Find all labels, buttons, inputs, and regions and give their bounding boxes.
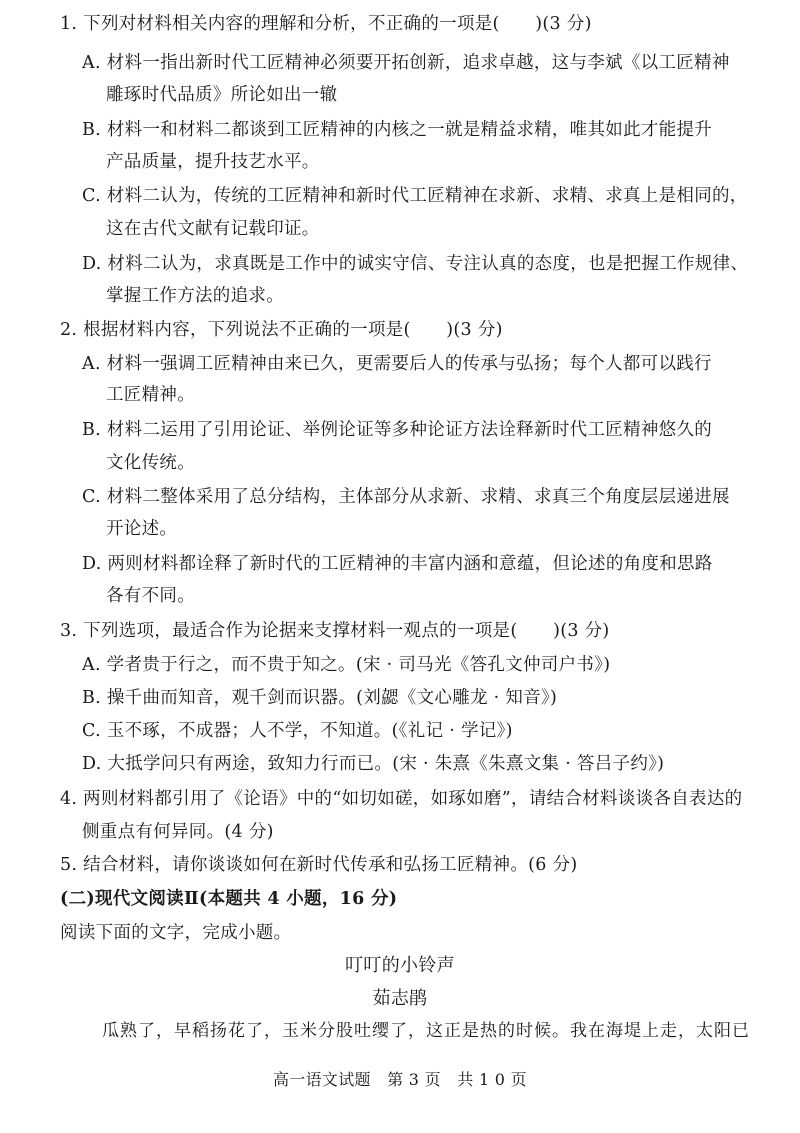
question-2-option-d-cont: 各有不同。 [106, 586, 195, 606]
question-4-stem-cont: 侧重点有何异同。(4 分) [82, 822, 274, 842]
question-2-option-c: C. 材料二整体采用了总分结构，主体部分从求新、求精、求真三个角度层层递进展 [82, 487, 730, 507]
question-5-stem: 5. 结合材料，请你谈谈如何在新时代传承和弘扬工匠精神。(6 分) [60, 855, 578, 875]
question-2-option-d: D. 两则材料都诠释了新时代的工匠精神的丰富内涵和意蕴，但论述的角度和思路 [82, 554, 713, 574]
question-2-stem: 2. 根据材料内容，下列说法不正确的一项是( )(3 分) [60, 320, 503, 340]
question-2-option-c-cont: 开论述。 [106, 519, 178, 539]
question-2-option-b: B. 材料二运用了引用论证、举例论证等多种论证方法诠释新时代工匠精神悠久的 [82, 420, 713, 440]
question-4-stem: 4. 两则材料都引用了《论语》中的“如切如磋，如琢如磨”，请结合材料谈谈各自表达的 [60, 789, 743, 809]
question-2-option-b-cont: 文化传统。 [106, 453, 195, 473]
question-1-option-c-cont: 这在古代文献有记载印证。 [106, 219, 320, 239]
question-3-option-b: B. 操千曲而知音，观千剑而识器。(刘勰《文心雕龙 · 知音》) [82, 688, 558, 708]
question-3-stem: 3. 下列选项，最适合作为论据来支撑材料一观点的一项是( )(3 分) [60, 621, 610, 641]
story-author: 茹志鹃 [372, 988, 428, 1009]
question-2-option-a: A. 材料一强调工匠精神由来已久，更需要后人的传承与弘扬；每个人都可以践行 [82, 354, 712, 374]
question-3-option-c: C. 玉不琢，不成器；人不学，不知道。(《礼记 · 学记》) [82, 721, 513, 741]
question-1-option-c: C. 材料二认为，传统的工匠精神和新时代工匠精神在求新、求精、求真上是相同的， [82, 186, 748, 206]
question-1-option-d: D. 材料二认为，求真既是工作中的诚实守信、专注认真的态度，也是把握工作规律、 [82, 254, 749, 274]
question-1-option-a-cont: 雕琢时代品质》所论如出一辙 [106, 85, 338, 105]
section-instruction: 阅读下面的文字，完成小题。 [60, 923, 292, 943]
story-first-line: 瓜熟了，早稻扬花了，玉米分股吐缨了，这正是热的时候。我在海堤上走，太阳已 [102, 1021, 750, 1041]
section-heading: (二)现代文阅读Ⅱ(本题共 4 小题，16 分) [60, 889, 398, 909]
question-3-option-d: D. 大抵学问只有两途，致知力行而已。(宋 · 朱熹《朱熹文集 · 答吕子约》) [82, 754, 665, 774]
page-footer: 高一语文试题 第 3 页 共 1 0 页 [273, 1070, 527, 1089]
question-1-option-a: A. 材料一指出新时代工匠精神必须要开拓创新，追求卓越，这与李斌《以工匠精神 [82, 53, 730, 73]
question-1-option-b-cont: 产品质量，提升技艺水平。 [106, 152, 320, 172]
question-1-option-b: B. 材料一和材料二都谈到工匠精神的内核之一就是精益求精，唯其如此才能提升 [82, 120, 713, 140]
question-1-option-d-cont: 掌握工作方法的追求。 [106, 286, 284, 306]
question-2-option-a-cont: 工匠精神。 [106, 385, 195, 405]
question-3-option-a: A. 学者贵于行之，而不贵于知之。(宋 · 司马光《答孔文仲司户书》) [82, 655, 611, 675]
question-1-stem: 1. 下列对材料相关内容的理解和分析，不正确的一项是( )(3 分) [60, 14, 592, 34]
story-title: 叮叮的小铃声 [345, 955, 455, 976]
